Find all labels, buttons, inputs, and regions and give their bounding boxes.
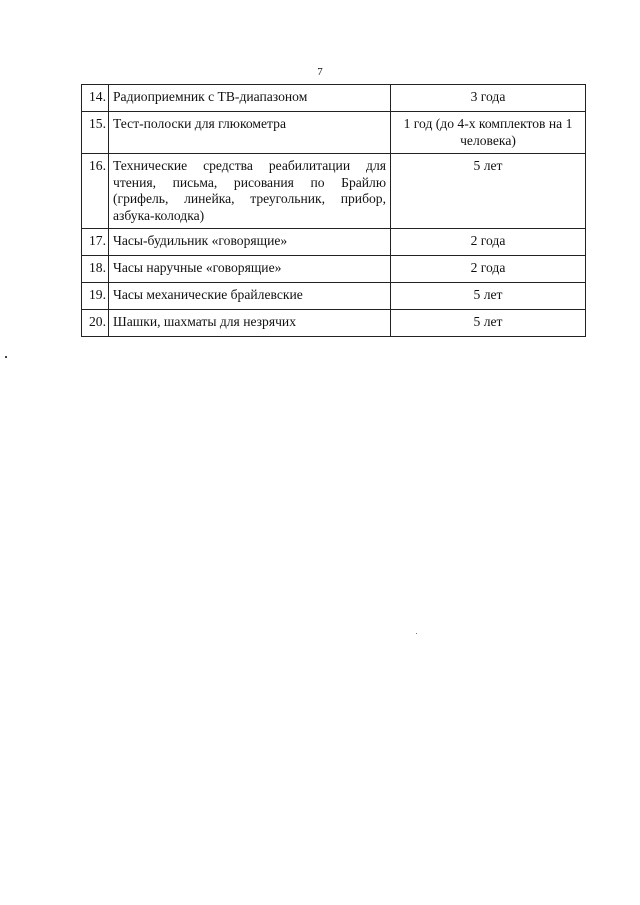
item-term: 1 год (до 4-х комплектов на 1 человека): [391, 112, 586, 154]
scan-margin-mark: [5, 356, 7, 358]
page-number: 7: [317, 66, 323, 78]
item-term: 5 лет: [391, 310, 586, 337]
item-name: Часы наручные «говорящие»: [109, 256, 391, 283]
table-row: [82, 310, 586, 337]
item-term: 5 лет: [391, 283, 586, 310]
table-row: [82, 256, 586, 283]
table-row: [82, 283, 586, 310]
scan-speck: [416, 633, 417, 634]
item-term: 2 года: [391, 229, 586, 256]
item-name: Радиоприемник с ТВ-диапазоном: [109, 85, 391, 112]
table-row: [82, 85, 586, 112]
table-row: [82, 154, 586, 229]
item-name: Шашки, шахматы для незрячих: [109, 310, 391, 337]
row-number: 19.: [82, 283, 109, 310]
item-name: Технические средства реабилитации для чтения, письма, рисования по Брайлю (грифель, линейка, треугольник, прибор, азбука-колодка): [109, 154, 391, 229]
item-name: Тест-полоски для глюкометра: [109, 112, 391, 154]
item-name: Часы механические брайлевские: [109, 283, 391, 310]
row-number: 16.: [82, 154, 109, 229]
item-term: 3 года: [391, 85, 586, 112]
table-row: [82, 229, 586, 256]
item-term: 5 лет: [391, 154, 586, 229]
items-table: [81, 84, 586, 337]
item-term: 2 года: [391, 256, 586, 283]
row-number: 18.: [82, 256, 109, 283]
row-number: 15.: [82, 112, 109, 154]
item-name: Часы-будильник «говорящие»: [109, 229, 391, 256]
table-row: [82, 112, 586, 154]
row-number: 17.: [82, 229, 109, 256]
row-number: 20.: [82, 310, 109, 337]
row-number: 14.: [82, 85, 109, 112]
